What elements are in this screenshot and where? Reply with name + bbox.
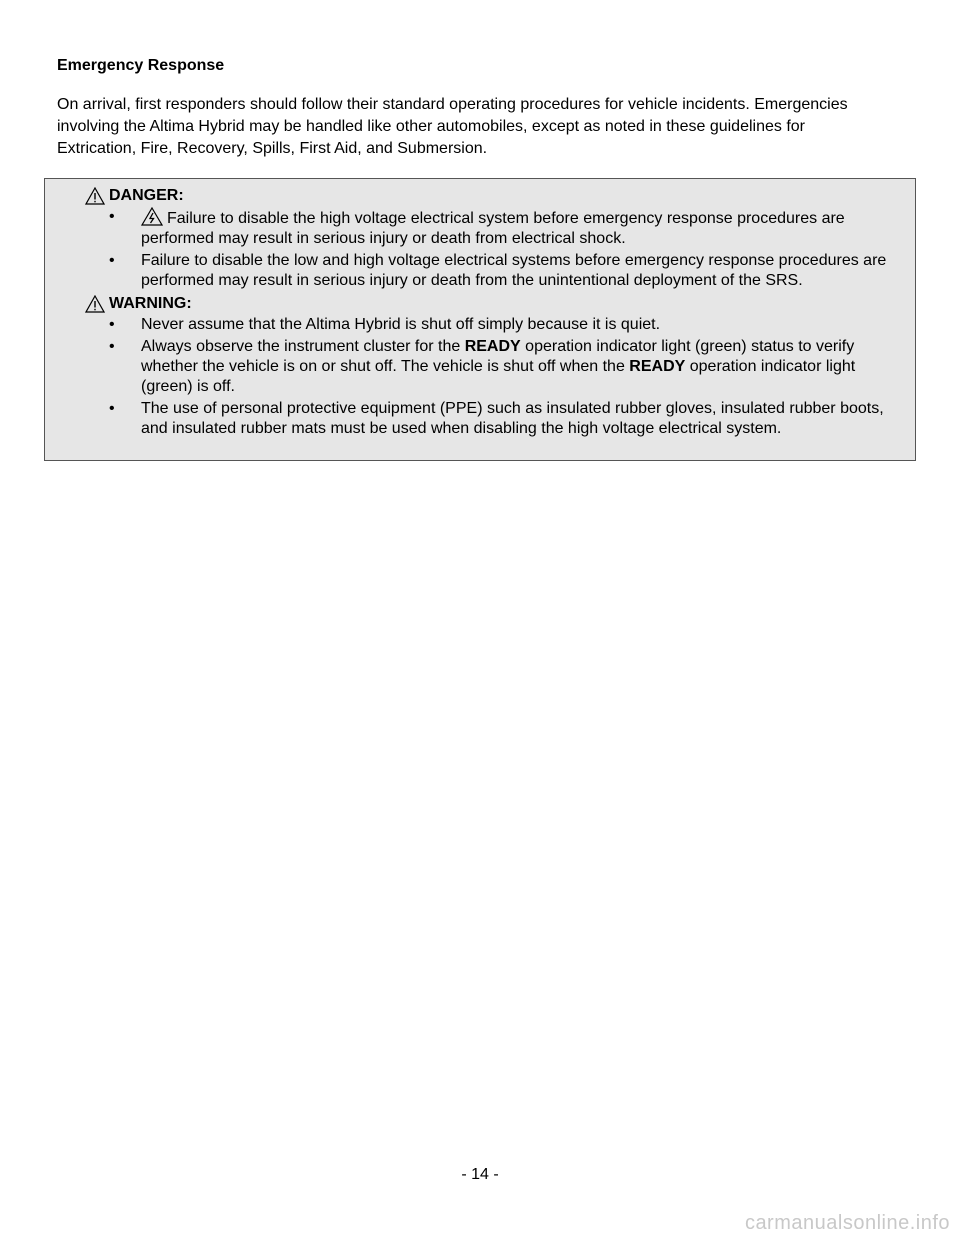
warning-item-text-part: Always observe the instrument cluster for the (141, 338, 465, 355)
bullet: • (109, 316, 115, 333)
list-item (85, 337, 903, 397)
warning-label-row (85, 293, 903, 315)
danger-item-text: Failure to disable the high voltage electrical system before emergency response procedures are performed may result in serious injury or death from electrical shock. (141, 210, 845, 247)
danger-label-row (85, 185, 903, 207)
danger-item-text: Failure to disable the low and high voltage electrical systems before emergency response procedures are performed may result in serious injury or death from the unintentional deployment of the SRS. (141, 252, 887, 289)
bullet: • (109, 252, 115, 269)
warning-item-text-part: operation indicator light (green) status to verify whether the vehicle is on or shut off. The vehicle is shut off when the (141, 338, 855, 375)
ready-indicator-term: READY (629, 358, 686, 375)
intro-paragraph: On arrival, first responders should follow their standard operating procedures for vehicle incidents. Emergencies involving the Altima Hybrid may be handled like other automobiles, except as noted in these guidelines for Extrication, Fire, Recovery, Spills, First Aid, and Submersion. (57, 96, 848, 157)
warning-label: WARNING: (109, 295, 192, 312)
warning-item-text: Never assume that the Altima Hybrid is shut off simply because it is quiet. (141, 316, 661, 333)
list-item (85, 207, 903, 249)
warning-item-text: The use of personal protective equipment (PPE) such as insulated rubber gloves, insulated rubber boots, and insulated rubber mats must be used when disabling the high voltage electrical system. (141, 400, 884, 437)
danger-list (85, 207, 903, 291)
warning-triangle-icon (85, 295, 105, 313)
bullet: • (109, 338, 115, 355)
page-number: - 14 - (461, 1166, 499, 1183)
list-item (85, 315, 903, 335)
danger-label: DANGER: (109, 187, 184, 204)
ready-indicator-term: READY (464, 338, 521, 355)
high-voltage-icon (141, 207, 163, 226)
bullet: • (109, 208, 115, 225)
warning-list (85, 315, 903, 439)
bullet: • (109, 400, 115, 417)
list-item (85, 399, 903, 439)
safety-notice-box (44, 178, 916, 461)
list-item (85, 251, 903, 291)
watermark: carmanualsonline.info (744, 1212, 950, 1234)
warning-item-text-part: operation indicator light (green) is off. (141, 358, 856, 395)
warning-triangle-icon (85, 187, 105, 205)
section-heading: Emergency Response (57, 57, 225, 74)
